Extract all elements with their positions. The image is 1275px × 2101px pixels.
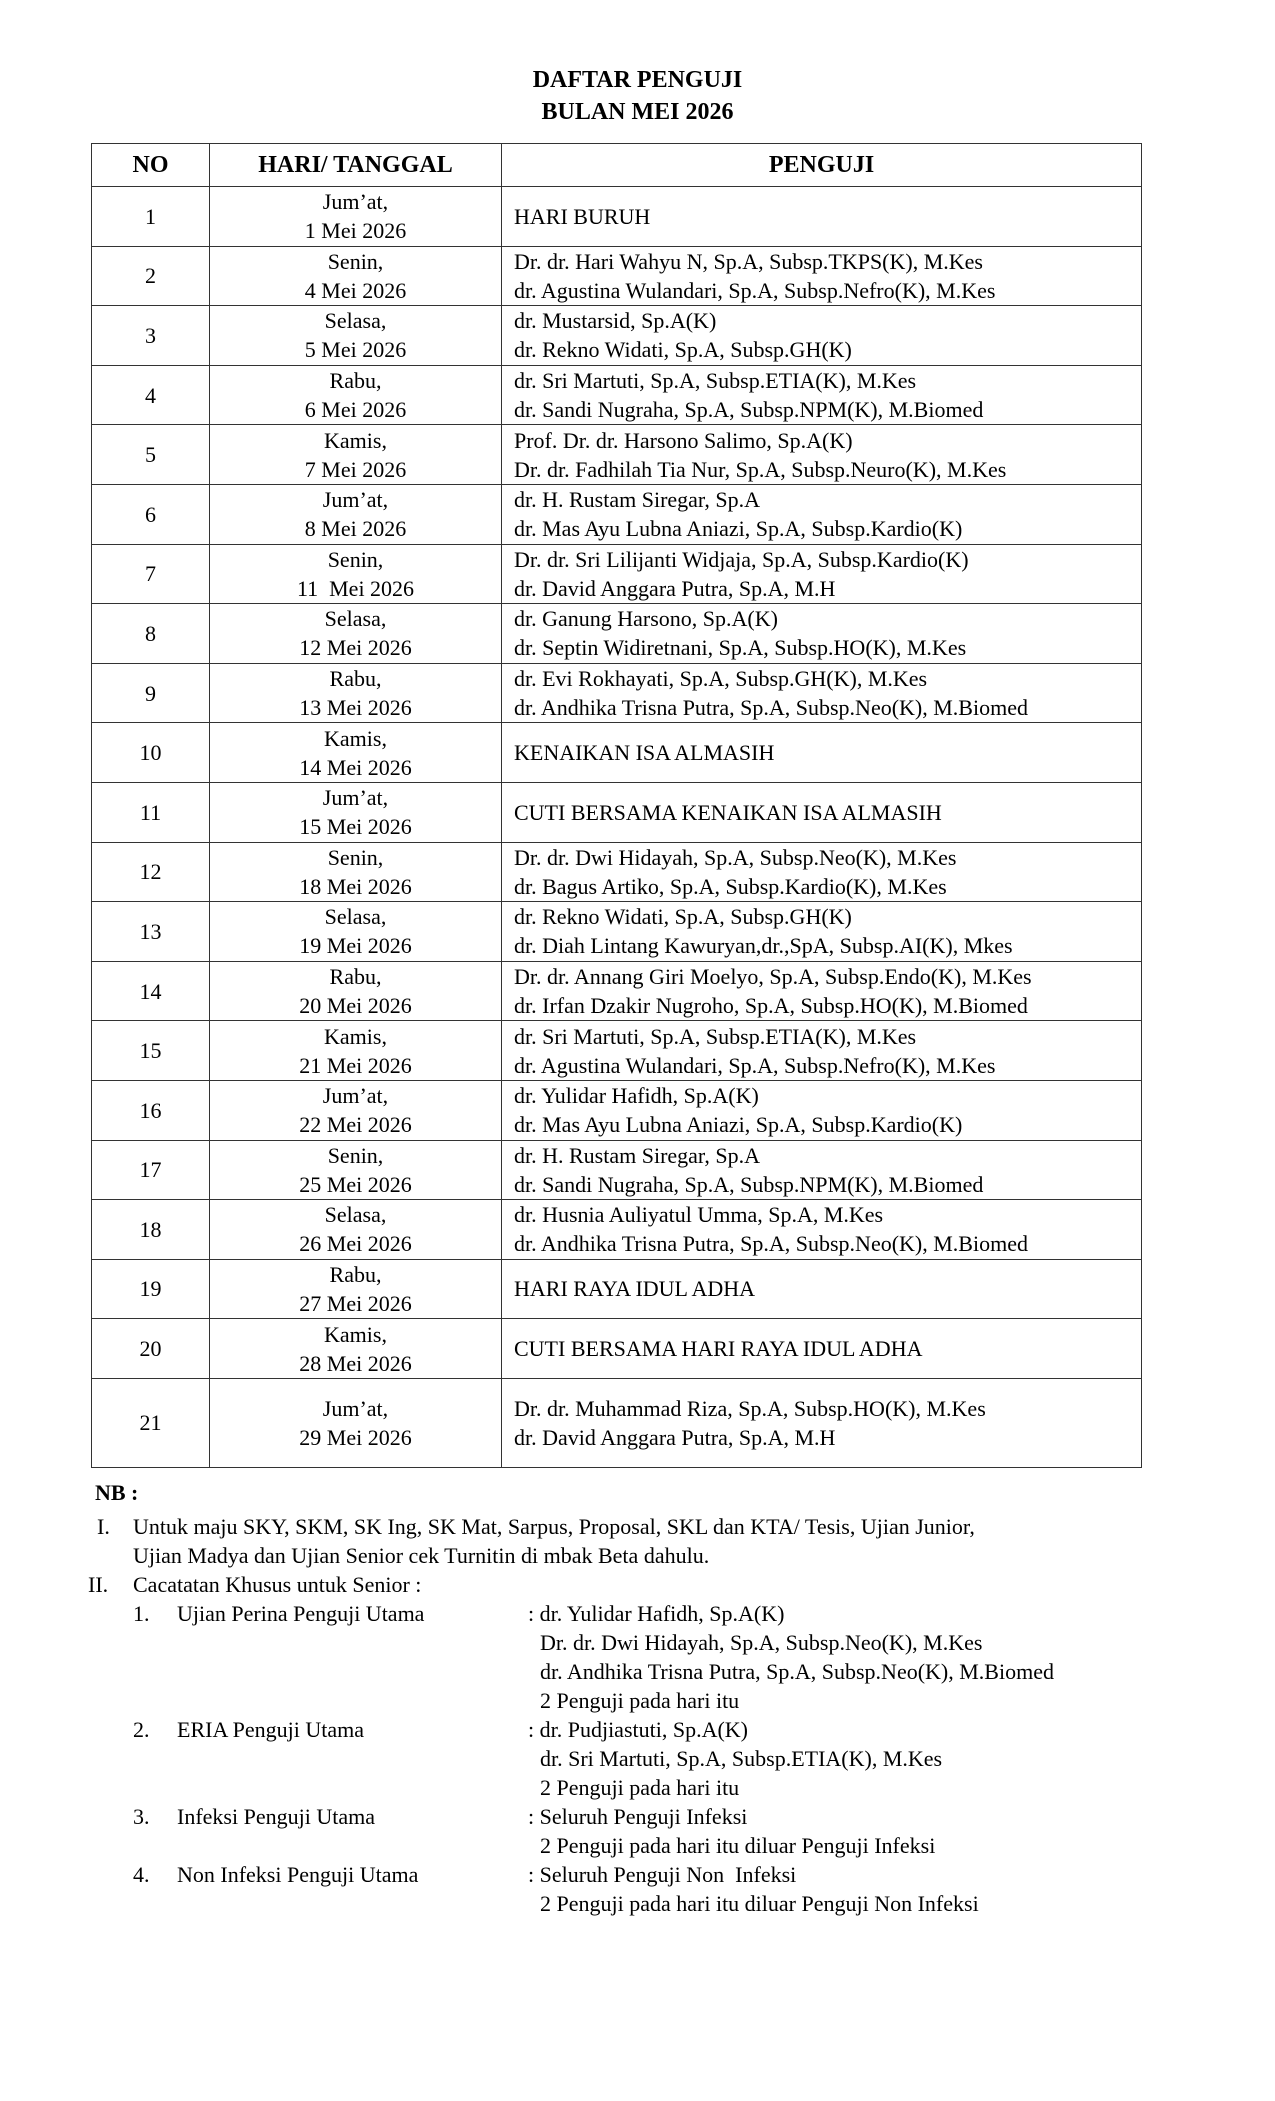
examiner-name: dr. Sri Martuti, Sp.A, Subsp.ETIA(K), M.Kes [514,368,917,394]
row-day: Kamis, [324,725,387,751]
row-day: Jum’at, [322,1395,389,1421]
row-day: Rabu, [329,1261,382,1287]
row-date-cell [210,544,502,604]
row-day: Kamis, [324,1023,387,1049]
row-date-cell [210,365,502,425]
examiner-name: dr. Ganung Harsono, Sp.A(K) [514,606,778,632]
senior-rule-label: Non Infeksi Penguji Utama [177,1862,419,1887]
row-date: 5 Mei 2026 [304,337,407,363]
row-examiners-cell [502,425,1142,485]
row-examiners-cell [502,1259,1142,1319]
examiner-name: dr. David Anggara Putra, Sp.A, M.H [514,575,836,601]
row-date: 15 Mei 2026 [299,814,412,840]
row-number: 20 [92,1319,210,1379]
row-date-cell [210,961,502,1021]
row-date-cell [210,1378,502,1467]
examiner-name: dr. Rekno Widati, Sp.A, Subsp.GH(K) [514,904,852,930]
row-date-cell [210,782,502,842]
row-number: 9 [92,663,210,723]
row-date: 7 Mei 2026 [304,456,407,482]
row-examiners-cell [502,1140,1142,1200]
row-examiners-cell [502,1021,1142,1081]
examiner-name: dr. Husnia Auliyatul Umma, Sp.A, M.Kes [514,1202,884,1228]
table-row [92,1021,1142,1081]
senior-rule-number: 1. [133,1601,150,1626]
row-date-cell [210,902,502,962]
row-date: 25 Mei 2026 [299,1171,412,1197]
row-date: 1 Mei 2026 [304,218,407,244]
row-day: Senin, [327,248,384,274]
examiner-name: dr. David Anggara Putra, Sp.A, M.H [514,1424,836,1450]
row-examiners-cell [502,1200,1142,1260]
examiner-name: Prof. Dr. dr. Harsono Salimo, Sp.A(K) [514,427,853,453]
row-examiners-cell [502,604,1142,664]
row-date-cell [210,1319,502,1379]
senior-rule-value: 2 Penguji pada hari itu [540,1775,740,1800]
senior-rule-number: 3. [133,1804,150,1829]
row-date: 14 Mei 2026 [299,754,412,780]
table-row [92,1200,1142,1260]
row-date: 8 Mei 2026 [304,516,407,542]
examiner-name: Dr. dr. Muhammad Riza, Sp.A, Subsp.HO(K), M.Kes [514,1395,986,1421]
row-date: 13 Mei 2026 [299,695,412,721]
row-examiners-cell [502,1080,1142,1140]
row-day: Senin, [327,546,384,572]
row-date: 19 Mei 2026 [299,933,412,959]
examiner-name: HARI BURUH [514,203,651,229]
row-examiners-cell [502,246,1142,306]
examiner-name: dr. Sandi Nugraha, Sp.A, Subsp.NPM(K), M.Biomed [514,397,984,423]
table-row [92,604,1142,664]
row-date: 11 Mei 2026 [296,575,415,601]
row-day: Jum’at, [322,785,389,811]
row-day: Kamis, [324,427,387,453]
senior-rule-value: : dr. Pudjiastuti, Sp.A(K) [528,1717,749,1742]
row-date-cell [210,1080,502,1140]
column-header-date: HARI/ TANGGAL [210,144,502,187]
senior-rule-value: dr. Sri Martuti, Sp.A, Subsp.ETIA(K), M.Kes [540,1746,943,1771]
examiner-name: KENAIKAN ISA ALMASIH [514,740,775,766]
examiner-name: dr. Andhika Trisna Putra, Sp.A, Subsp.Neo(K), M.Biomed [514,695,1028,721]
examiner-name: Dr. dr. Annang Giri Moelyo, Sp.A, Subsp.Endo(K), M.Kes [514,964,1032,990]
senior-rule-value: : Seluruh Penguji Non Infeksi [528,1862,797,1887]
note-text: Untuk maju SKY, SKM, SK Ing, SK Mat, Sarpus, Proposal, SKL dan KTA/ Tesis, Ujian Junior, [133,1514,975,1539]
note-text: Cacatatan Khusus untuk Senior : [133,1572,422,1597]
examiner-name: Dr. dr. Dwi Hidayah, Sp.A, Subsp.Neo(K), M.Kes [514,844,957,870]
table-row [92,1080,1142,1140]
row-day: Senin, [327,844,384,870]
examiner-name: dr. Agustina Wulandari, Sp.A, Subsp.Nefro(K), M.Kes [514,277,996,303]
notes-heading: NB : [95,1480,139,1505]
row-day: Kamis, [324,1321,387,1347]
table-row [92,187,1142,247]
row-examiners-cell [502,902,1142,962]
column-header-no: NO [92,144,210,187]
row-date: 6 Mei 2026 [304,397,407,423]
examiner-name: dr. Sandi Nugraha, Sp.A, Subsp.NPM(K), M.Biomed [514,1171,984,1197]
row-number: 2 [92,246,210,306]
senior-rule-value: 2 Penguji pada hari itu [540,1688,740,1713]
row-examiners-cell [502,306,1142,366]
table-row [92,246,1142,306]
examiner-name: dr. Septin Widiretnani, Sp.A, Subsp.HO(K), M.Kes [514,635,967,661]
row-date: 18 Mei 2026 [299,873,412,899]
examiner-name: dr. Irfan Dzakir Nugroho, Sp.A, Subsp.HO(K), M.Biomed [514,993,1028,1019]
examiner-name: dr. Evi Rokhayati, Sp.A, Subsp.GH(K), M.Kes [514,666,928,692]
examiner-name: dr. Mustarsid, Sp.A(K) [514,308,717,334]
row-day: Jum’at, [322,487,389,513]
row-number: 10 [92,723,210,783]
row-day: Rabu, [329,666,382,692]
examiner-name: dr. Bagus Artiko, Sp.A, Subsp.Kardio(K), M.Kes [514,873,947,899]
row-date-cell [210,484,502,544]
row-date-cell [210,663,502,723]
examiner-name: dr. H. Rustam Siregar, Sp.A [514,1142,760,1168]
row-day: Selasa, [324,606,387,632]
row-day: Rabu, [329,964,382,990]
senior-rule-value: : Seluruh Penguji Infeksi [528,1804,748,1829]
row-examiners-cell [502,187,1142,247]
row-date: 22 Mei 2026 [299,1112,412,1138]
senior-rule-value: 2 Penguji pada hari itu diluar Penguji Infeksi [540,1833,936,1858]
row-date: 27 Mei 2026 [299,1290,412,1316]
row-examiners-cell [502,544,1142,604]
row-examiners-cell [502,1378,1142,1467]
row-day: Rabu, [329,368,382,394]
row-date-cell [210,1259,502,1319]
senior-rule-label: Infeksi Penguji Utama [177,1804,375,1829]
row-examiners-cell [502,663,1142,723]
examiner-name: dr. H. Rustam Siregar, Sp.A [514,487,760,513]
examiner-name: dr. Mas Ayu Lubna Aniazi, Sp.A, Subsp.Kardio(K) [514,1112,963,1138]
examiner-name: CUTI BERSAMA HARI RAYA IDUL ADHA [514,1336,923,1362]
row-date: 20 Mei 2026 [299,993,412,1019]
note-numeral: II. [88,1572,109,1597]
examiner-schedule-table [91,143,1142,1468]
row-examiners-cell [502,842,1142,902]
row-date-cell [210,187,502,247]
row-day: Selasa, [324,904,387,930]
examiner-name: dr. Sri Martuti, Sp.A, Subsp.ETIA(K), M.Kes [514,1023,917,1049]
table-row [92,663,1142,723]
row-date-cell [210,1021,502,1081]
row-number: 12 [92,842,210,902]
row-date-cell [210,425,502,485]
row-number: 3 [92,306,210,366]
row-date: 28 Mei 2026 [299,1350,412,1376]
row-date: 4 Mei 2026 [304,277,407,303]
table-row [92,544,1142,604]
row-date-cell [210,1200,502,1260]
examiner-name: dr. Diah Lintang Kawuryan,dr.,SpA, Subsp.AI(K), Mkes [514,933,1013,959]
row-examiners-cell [502,1319,1142,1379]
row-day: Jum’at, [322,1083,389,1109]
row-date-cell [210,723,502,783]
row-number: 18 [92,1200,210,1260]
examiner-name: dr. Agustina Wulandari, Sp.A, Subsp.Nefro(K), M.Kes [514,1052,996,1078]
row-examiners-cell [502,782,1142,842]
row-number: 11 [92,782,210,842]
examiner-name: HARI RAYA IDUL ADHA [514,1276,756,1302]
table-header-row [92,144,1142,187]
senior-rule-number: 2. [133,1717,150,1742]
table-row [92,425,1142,485]
examiner-name: Dr. dr. Hari Wahyu N, Sp.A, Subsp.TKPS(K), M.Kes [514,248,983,274]
senior-rule-number: 4. [133,1862,150,1887]
table-row [92,782,1142,842]
senior-rule-value: : dr. Yulidar Hafidh, Sp.A(K) [528,1601,785,1626]
senior-rule-label: Ujian Perina Penguji Utama [177,1601,425,1626]
row-day: Selasa, [324,1202,387,1228]
row-number: 4 [92,365,210,425]
row-date: 29 Mei 2026 [299,1424,412,1450]
examiner-name: dr. Mas Ayu Lubna Aniazi, Sp.A, Subsp.Kardio(K) [514,516,963,542]
row-day: Selasa, [324,308,387,334]
row-number: 6 [92,484,210,544]
examiner-name: Dr. dr. Sri Lilijanti Widjaja, Sp.A, Subsp.Kardio(K) [514,546,969,572]
examiner-name: dr. Rekno Widati, Sp.A, Subsp.GH(K) [514,337,852,363]
table-row [92,1378,1142,1467]
examiner-name: CUTI BERSAMA KENAIKAN ISA ALMASIH [514,799,942,825]
table-row [92,842,1142,902]
senior-rule-value: dr. Andhika Trisna Putra, Sp.A, Subsp.Neo(K), M.Biomed [540,1659,1054,1684]
table-row [92,723,1142,783]
row-date-cell [210,604,502,664]
senior-rule-value: 2 Penguji pada hari itu diluar Penguji Non Infeksi [540,1891,979,1916]
table-row [92,365,1142,425]
row-number: 7 [92,544,210,604]
row-examiners-cell [502,484,1142,544]
row-date-cell [210,246,502,306]
row-number: 17 [92,1140,210,1200]
row-date: 26 Mei 2026 [299,1231,412,1257]
row-examiners-cell [502,723,1142,783]
examiner-name: dr. Yulidar Hafidh, Sp.A(K) [514,1083,759,1109]
table-row [92,484,1142,544]
senior-rule-label: ERIA Penguji Utama [177,1717,364,1742]
note-numeral: I. [97,1514,110,1539]
row-examiners-cell [502,365,1142,425]
row-number: 8 [92,604,210,664]
row-date-cell [210,842,502,902]
table-row [92,306,1142,366]
row-day: Senin, [327,1142,384,1168]
column-header-examiners: PENGUJI [502,144,1142,187]
row-number: 1 [92,187,210,247]
table-row [92,1259,1142,1319]
row-number: 16 [92,1080,210,1140]
document-subtitle: BULAN MEI 2026 [541,99,734,125]
table-row [92,961,1142,1021]
row-examiners-cell [502,961,1142,1021]
note-text: Ujian Madya dan Ujian Senior cek Turnitin di mbak Beta dahulu. [133,1543,710,1568]
examiner-name: dr. Andhika Trisna Putra, Sp.A, Subsp.Neo(K), M.Biomed [514,1231,1028,1257]
row-number: 13 [92,902,210,962]
row-number: 15 [92,1021,210,1081]
table-row [92,902,1142,962]
table-row [92,1319,1142,1379]
row-day: Jum’at, [322,189,389,215]
row-number: 21 [92,1378,210,1467]
row-date-cell [210,1140,502,1200]
row-date-cell [210,306,502,366]
row-number: 19 [92,1259,210,1319]
row-date: 12 Mei 2026 [299,635,412,661]
examiner-name: Dr. dr. Fadhilah Tia Nur, Sp.A, Subsp.Neuro(K), M.Kes [514,456,1007,482]
row-date: 21 Mei 2026 [299,1052,412,1078]
senior-rule-value: Dr. dr. Dwi Hidayah, Sp.A, Subsp.Neo(K), M.Kes [540,1630,983,1655]
document-title: DAFTAR PENGUJI [532,67,743,93]
row-number: 14 [92,961,210,1021]
row-number: 5 [92,425,210,485]
table-row [92,1140,1142,1200]
